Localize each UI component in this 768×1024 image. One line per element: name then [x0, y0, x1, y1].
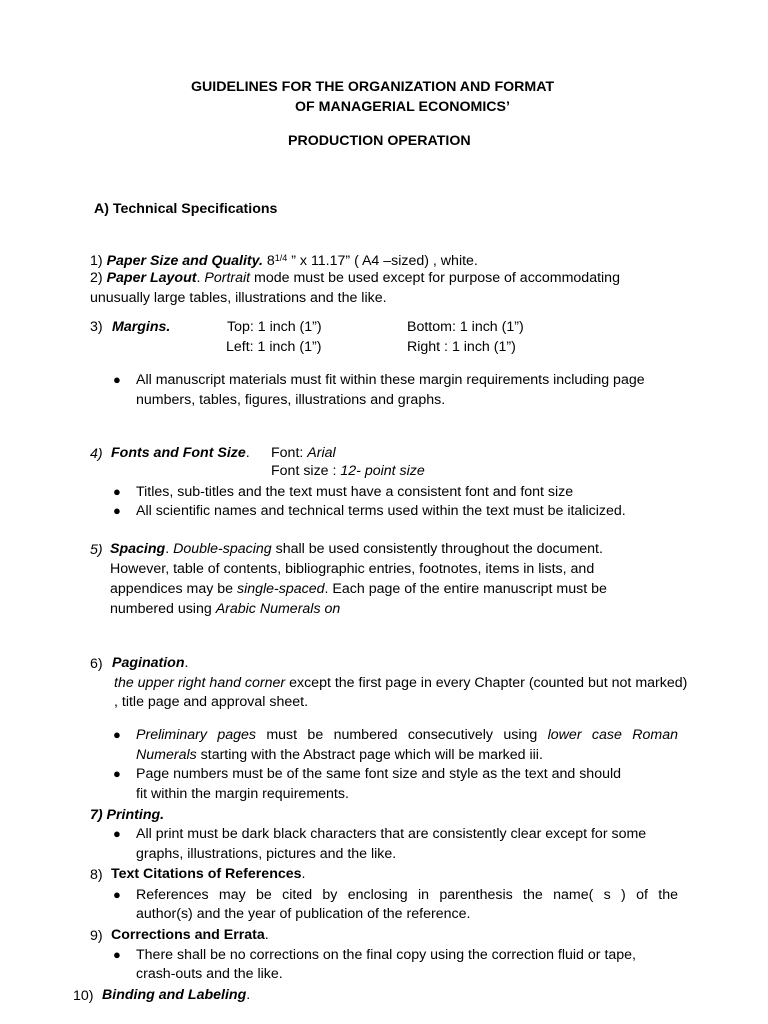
item-6-line-1-text: except the first page in every Chapter (counted but not marked)	[285, 675, 688, 691]
item-1-fraction: 1/4	[274, 253, 288, 263]
bullet-icon: ●	[113, 503, 121, 518]
item-6-label-wrap	[112, 654, 188, 672]
font-value: Arial	[307, 445, 336, 461]
font-label: Font:	[271, 445, 308, 461]
bullet-icon: ●	[113, 887, 121, 902]
item-5-number: 5)	[90, 542, 103, 558]
item-4-bullet-1: Titles, sub-titles and the text must have a consistent font and font size	[136, 484, 574, 500]
item-3-bullet-line-2: numbers, tables, figures, illustrations and graphs.	[136, 392, 446, 408]
bullet-icon: ●	[113, 484, 121, 499]
item-3-number: 3)	[90, 319, 103, 335]
item-6-b1-text-2: starting with the Abstract page which will be marked iii.	[196, 747, 543, 763]
item-7-bullet-line-2: graphs, illustrations, pictures and the like.	[136, 846, 397, 862]
item-6-bullet-2-line-2: fit within the margin requirements.	[136, 786, 349, 802]
item-5-line-3-pre: appendices may be	[110, 581, 237, 597]
bullet-icon: ●	[113, 947, 121, 962]
item-6-line-1-italic: the upper right hand corner	[114, 675, 286, 691]
item-9-bullet-line-1: There shall be no corrections on the final copy using the correction fluid or tape,	[136, 947, 636, 963]
item-9-bullet-line-2: crash-outs and the like.	[136, 966, 283, 982]
item-5-line-3	[110, 580, 607, 598]
margin-right: Right : 1 inch (1”)	[407, 339, 516, 355]
item-5-line-3-post: . Each page of the entire manuscript must be	[324, 581, 607, 597]
item-10-label-wrap	[102, 986, 250, 1004]
item-5-line-4-pre: numbered using	[110, 601, 216, 617]
font-spec	[271, 444, 336, 462]
item-7-bullet-line-1: All print must be dark black characters that are consistently clear except for some	[136, 826, 647, 842]
item-5-line-2: However, table of contents, bibliographic entries, footnotes, items in lists, and	[110, 561, 595, 577]
item-2-italic: Portrait	[200, 270, 251, 286]
bullet-icon: ●	[113, 826, 121, 841]
margin-bottom: Bottom: 1 inch (1”)	[407, 319, 524, 335]
item-2-text: mode must be used except for purpose of accommodating	[250, 270, 620, 286]
bullet-icon: ●	[113, 766, 121, 781]
item-4-dot: .	[245, 445, 250, 461]
item-6-b1-italic-3: Numerals	[136, 747, 197, 763]
item-6-line-1	[114, 674, 687, 692]
item-6-dot: .	[184, 655, 189, 671]
item-5-dot: .	[165, 541, 174, 557]
item-6-b1-italic-2: lower case Roman	[547, 727, 678, 743]
item-4-label-wrap	[111, 444, 250, 462]
item-6-b1-italic-1: Preliminary pages	[136, 727, 256, 743]
item-9-label: Corrections and Errata	[111, 927, 265, 943]
item-2-label: Paper Layout	[106, 270, 197, 286]
item-2	[90, 269, 620, 287]
item-6-number: 6)	[90, 656, 103, 672]
item-4-bullet-2: All scientific names and technical terms used within the text must be italicized.	[136, 503, 626, 519]
item-4-label: Fonts and Font Size	[111, 445, 246, 461]
font-size-value: 12- point size	[340, 463, 425, 479]
font-size-label: Font size :	[271, 463, 341, 479]
item-6-bullet-2-line-1: Page numbers must be of the same font size and style as the text and should	[136, 766, 622, 782]
item-3-bullet-line-1: All manuscript materials must fit within these margin requirements including page	[136, 372, 645, 388]
bullet-icon: ●	[113, 727, 121, 742]
item-6-line-2: , title page and approval sheet.	[114, 694, 309, 710]
item-10-label: Binding and Labeling	[102, 987, 247, 1003]
item-6-bullet-1-line-2	[136, 746, 543, 764]
section-a-heading: A) Technical Specifications	[94, 201, 278, 217]
item-1-label: Paper Size and Quality.	[106, 253, 263, 269]
title-line-2: OF MANAGERIAL ECONOMICS’	[295, 99, 510, 115]
item-5-italic-2: single-spaced	[236, 581, 325, 597]
item-2-number: 2)	[90, 270, 103, 286]
title-line-1: GUIDELINES FOR THE ORGANIZATION AND FORMAT	[191, 79, 555, 95]
item-5-label: Spacing	[110, 541, 166, 557]
margin-top: Top: 1 inch (1”)	[227, 319, 322, 335]
item-9-dot: .	[264, 927, 269, 943]
item-8-bullet-line-2: author(s) and the year of publication of the reference.	[136, 906, 471, 922]
item-10-dot: .	[246, 987, 251, 1003]
item-5-line-4	[110, 600, 340, 618]
item-1-pre: 8	[262, 253, 275, 269]
item-2-line-2: unusually large tables, illustrations and the like.	[90, 290, 387, 306]
item-2-dot: .	[196, 270, 201, 286]
item-8-bullet-line-1: References may be cited by enclosing in parenthesis the name( s ) of the	[136, 887, 678, 903]
item-6-label: Pagination	[112, 655, 185, 671]
item-7-label: 7) Printing.	[90, 807, 165, 823]
item-5-italic-3: Arabic Numerals on	[215, 601, 341, 617]
item-6-b1-text-1: must be numbered consecutively using	[255, 727, 548, 743]
item-1-post: ” x 11.17” ( A4 –sized) , white.	[287, 253, 478, 269]
item-6-bullet-1-line-1	[136, 726, 678, 744]
item-3-label: Margins.	[112, 319, 171, 335]
item-5-text-1: shall be used consistently throughout the document.	[271, 541, 603, 557]
item-8-label-wrap	[111, 865, 305, 883]
item-8-number: 8)	[90, 867, 103, 883]
margin-left: Left: 1 inch (1”)	[226, 339, 322, 355]
bullet-icon: ●	[113, 372, 121, 387]
item-5-line-1	[110, 540, 603, 558]
item-9-label-wrap	[111, 926, 269, 944]
item-10-number: 10)	[73, 988, 94, 1004]
item-5-italic-1: Double-spacing	[173, 541, 272, 557]
font-size-spec	[271, 462, 425, 480]
title-line-3: PRODUCTION OPERATION	[288, 133, 471, 149]
item-8-dot: .	[301, 866, 306, 882]
item-9-number: 9)	[90, 928, 103, 944]
item-1-number: 1)	[90, 253, 103, 269]
item-4-number: 4)	[90, 446, 103, 462]
item-8-label: Text Citations of References	[111, 866, 302, 882]
